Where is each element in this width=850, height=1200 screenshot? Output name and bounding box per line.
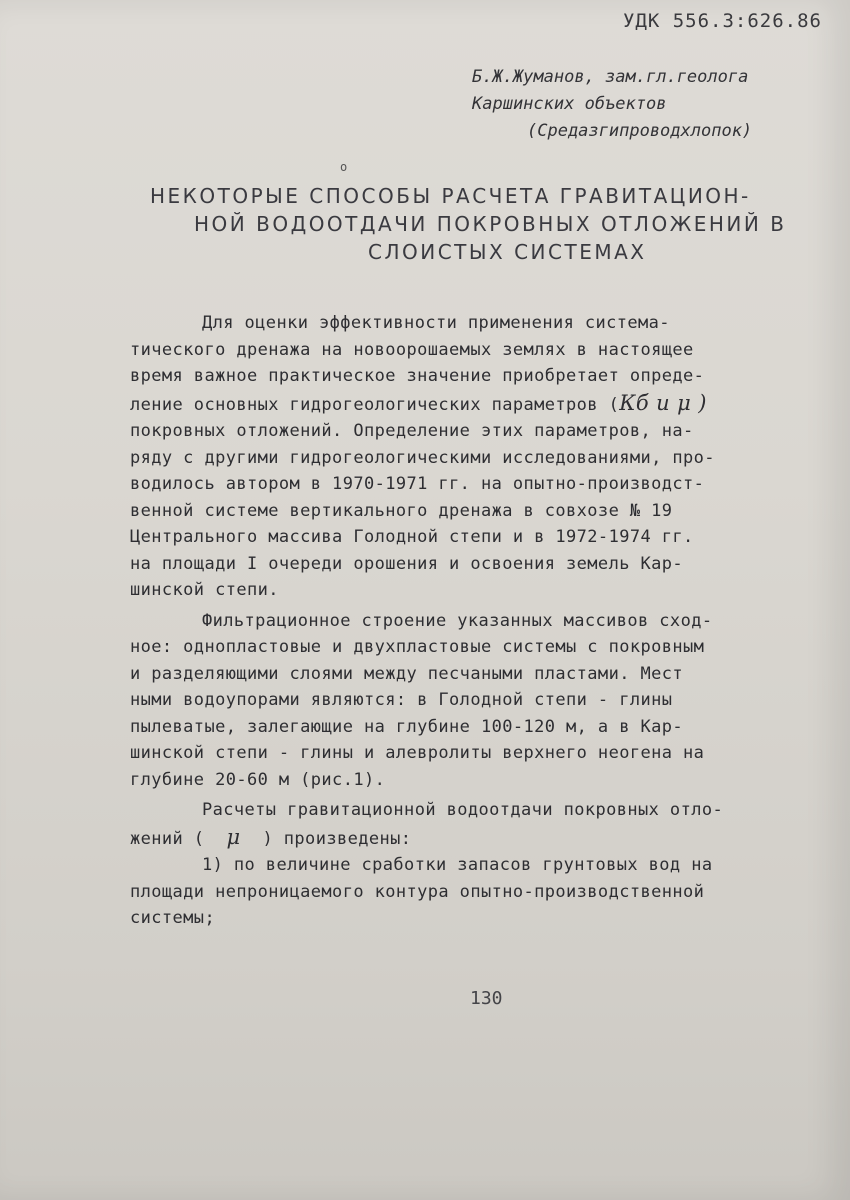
mu-symbol: μ (226, 824, 241, 849)
text-line: венной системе вертикального дренажа в совхозе № 19 (130, 500, 673, 521)
text-line: 1) по величине сработки запасов грунтовых вод на (202, 855, 713, 875)
text-line (130, 390, 850, 419)
text-line: глубине 20-60 м (рис.1). (130, 769, 386, 790)
text-line (130, 824, 850, 853)
body-text (130, 310, 850, 932)
small-mark-icon: o (340, 160, 348, 174)
text-line: водилось автором в 1970-1971 гг. на опытно-производст- (130, 474, 705, 494)
text-fragment: жений ( (130, 828, 205, 849)
text-line: Расчеты гравитационной водоотдачи покровных отло- (202, 800, 724, 820)
title-line: СЛОИСТЫХ СИСТЕМАХ (368, 240, 647, 264)
text-fragment: ление основных гидрогеологических параметров ( (130, 394, 620, 415)
text-line: системы; (130, 908, 216, 928)
udk-code: УДК 556.3:626.86 (622, 10, 822, 32)
text-line: покровных отложений. Определение этих параметров, на- (130, 421, 694, 441)
text-line: ное: однопластовые и двухпластовые системы с покровным (130, 637, 705, 657)
document-title (150, 182, 850, 266)
text-line: площади непроницаемого контура опытно-производственной (130, 881, 705, 902)
text-line: на площади I очереди орошения и освоения земель Кар- (130, 553, 684, 574)
text-fragment: ) произведены: (262, 828, 412, 849)
author-organization: (Средазгипроводхлопок) (527, 121, 753, 141)
text-line: пылеватые, залегающие на глубине 100-120 м, а в Кар- (130, 716, 684, 737)
text-line: ными водоупорами являются: в Голодной степи - глины (130, 690, 673, 710)
text-line: шинской степи. (130, 580, 279, 600)
title-line: НОЙ ВОДООТДАЧИ ПОКРОВНЫХ ОТЛОЖЕНИЙ В (194, 212, 787, 236)
text-line: Для оценки эффективности применения система- (202, 313, 670, 333)
page-number: 130 (470, 988, 503, 1009)
title-line: НЕКОТОРЫЕ СПОСОБЫ РАСЧЕТА ГРАВИТАЦИОН- (150, 184, 751, 208)
text-line: время важное практическое значение приобретает опреде- (130, 366, 705, 386)
text-line: ряду с другими гидрогеологическими исследованиями, про- (130, 447, 715, 468)
text-line: и разделяющими слоями между песчаными пластами. Мест (130, 663, 684, 684)
parameter-symbols: Кб и μ ) (619, 390, 707, 415)
text-line: Фильтрационное строение указанных массивов сход- (202, 610, 713, 631)
author-name: Б.Ж.Жуманов, зам.гл.геолога (472, 67, 749, 87)
text-line: Центрального массива Голодной степи и в 1972-1974 гг. (130, 527, 694, 547)
author-block (472, 64, 752, 145)
text-line: шинской степи - глины и алевролиты верхнего неогена на (130, 743, 705, 763)
author-affiliation: Каршинских объектов (472, 94, 667, 114)
text-line: тического дренажа на новоорошаемых землях в настоящее (130, 339, 694, 360)
